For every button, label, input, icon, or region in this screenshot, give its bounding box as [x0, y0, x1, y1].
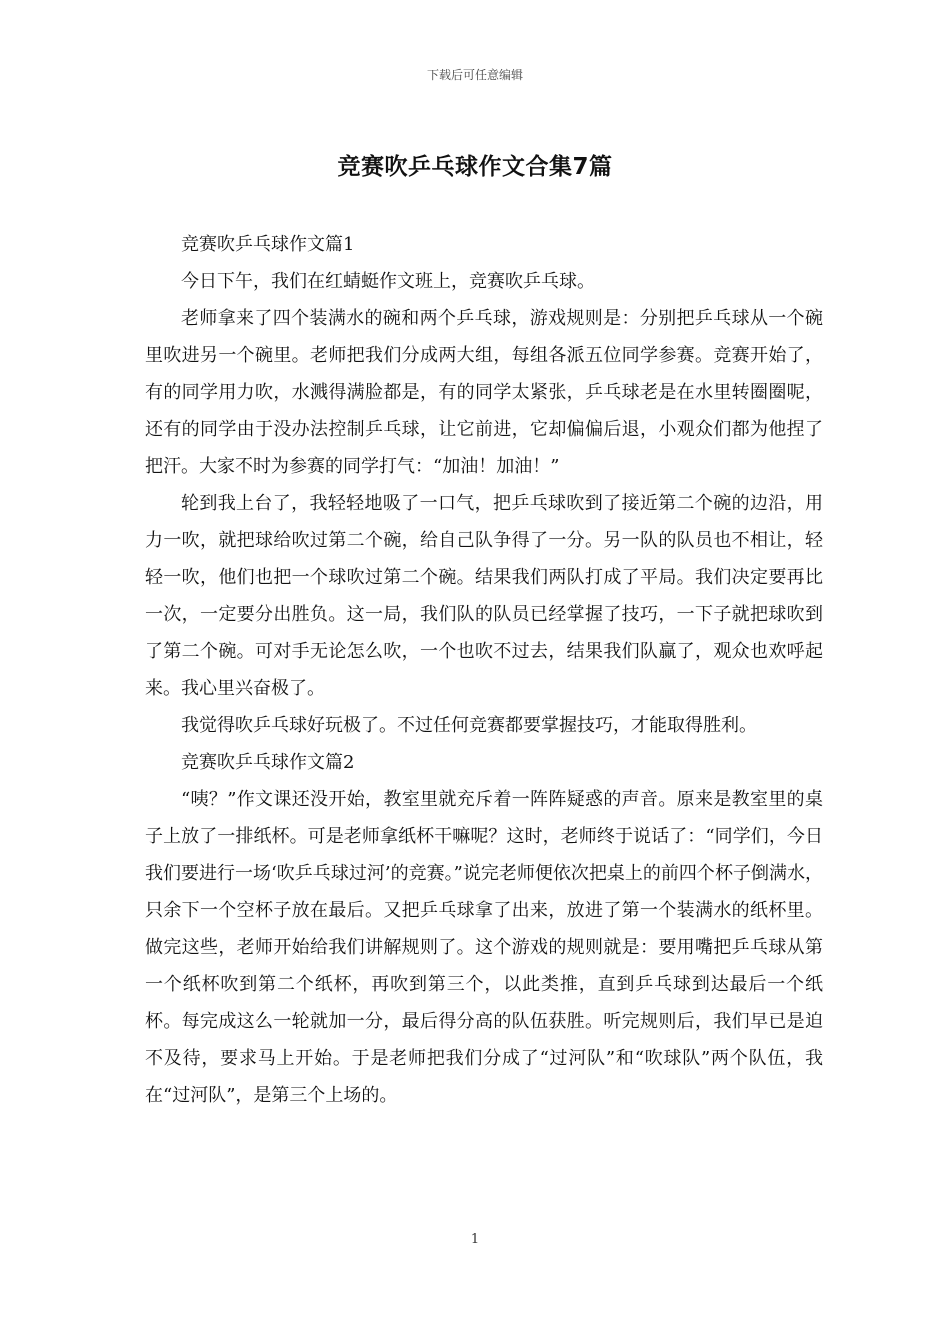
paragraph: 我觉得吹乒乓球好玩极了。不过任何竞赛都要掌握技巧，才能取得胜利。	[181, 715, 757, 736]
section-heading: 竞赛吹乒乓球作文篇2	[181, 752, 355, 773]
header-note: 下载后可任意编辑	[426, 68, 523, 82]
document-body	[145, 226, 823, 1114]
paragraph: “咦？”作文课还没开始，教室里就充斥着一阵阵疑惑的声音。原来是教室里的桌子上放了一排纸杯。可是老师拿纸杯干嘛呢？这时，老师终于说话了：“同学们，今日我们要进行一场‘吹乒乓球过河’的竞赛。”说完老师便依次把桌上的前四个杯子倒满水，只余下一个空杯子放在最后。又把乒乓球拿了出来，放进了第一个装满水的纸杯里。做完这些，老师开始给我们讲解规则了。这个游戏的规则就是：要用嘴把乒乓球从第一个纸杯吹到第二个纸杯，再吹到第三个，以此类推，直到乒乓球到达最后一个纸杯。每完成这么一轮就加一分，最后得分高的队伍获胜。听完规则后，我们早已是迫不及待，要求马上开始。于是老师把我们分成了“过河队”和“吹球队”两个队伍，我在“过河队”，是第三个上场的。	[145, 789, 823, 1106]
document-title: 竞赛吹乒乓球作文合集7篇	[337, 154, 613, 180]
paragraph: 轮到我上台了，我轻轻地吸了一口气，把乒乓球吹到了接近第二个碗的边沿，用力一吹，就把球给吹过第二个碗，给自己队争得了一分。另一队的队员也不相让，轻轻一吹，他们也把一个球吹过第二个碗。结果我们两队打成了平局。我们决定要再比一次，一定要分出胜负。这一局，我们队的队员已经掌握了技巧，一下子就把球吹到了第二个碗。可对手无论怎么吹，一个也吹不过去，结果我们队赢了，观众也欢呼起来。我心里兴奋极了。	[145, 493, 823, 699]
section-heading: 竞赛吹乒乓球作文篇1	[181, 234, 355, 255]
paragraph: 老师拿来了四个装满水的碗和两个乒乓球，游戏规则是：分别把乒乓球从一个碗里吹进另一个碗里。老师把我们分成两大组，每组各派五位同学参赛。竞赛开始了，有的同学用力吹，水溅得满脸都是，有的同学太紧张，乒乓球老是在水里转圈圈呢，还有的同学由于没办法控制乒乓球，让它前进，它却偏偏后退，小观众们都为他捏了把汗。大家不时为参赛的同学打气：“加油！加油！”	[145, 308, 823, 477]
paragraph: 今日下午，我们在红蜻蜓作文班上，竞赛吹乒乓球。	[181, 271, 595, 292]
page-number: 1	[470, 1232, 480, 1247]
